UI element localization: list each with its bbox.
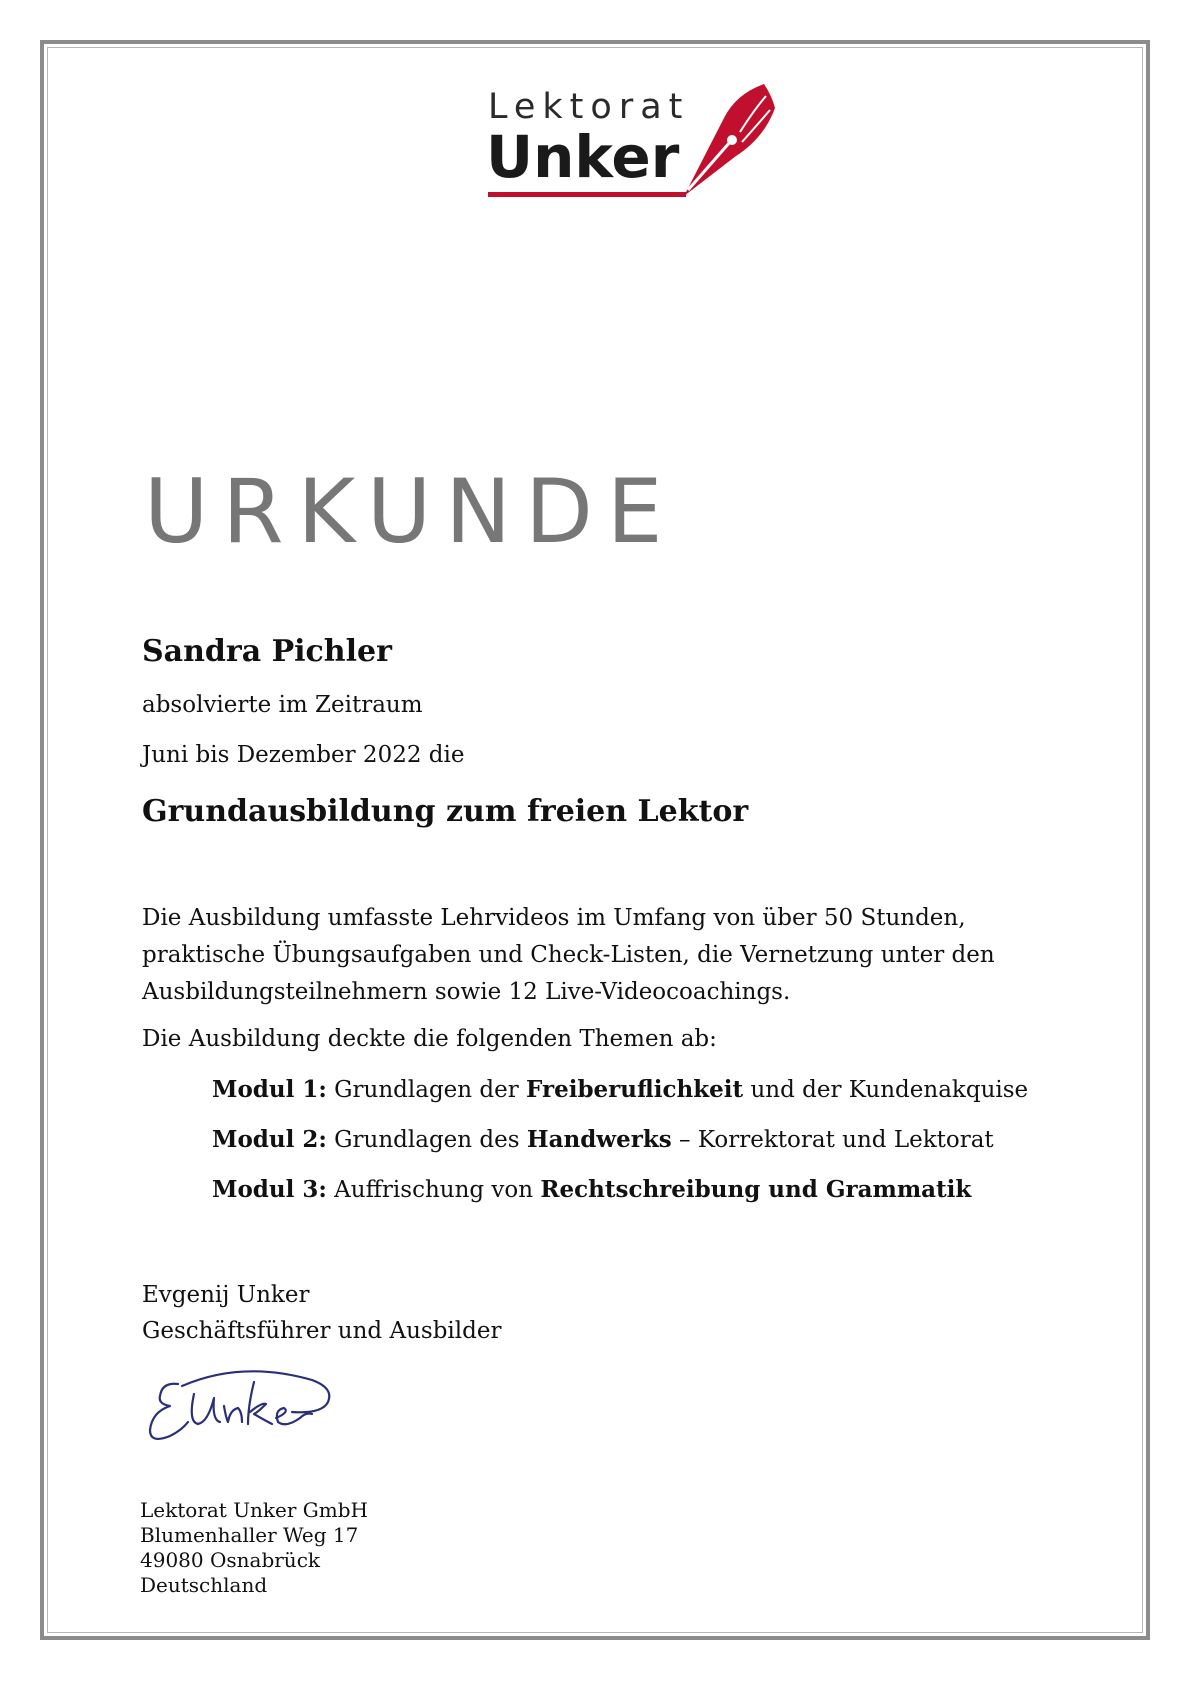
handwritten-signature (142, 1362, 342, 1452)
period-intro: absolvierte im Zeitraum (142, 692, 423, 718)
topics-intro: Die Ausbildung deckte die folgenden Themen ab: (142, 1026, 717, 1052)
fountain-pen-nib-icon (678, 84, 778, 199)
module-label: Modul 3: (212, 1176, 327, 1203)
module-pre: Grundlagen des (334, 1127, 520, 1153)
period-text: Juni bis Dezember 2022 die (142, 742, 465, 768)
module-item (212, 1176, 971, 1205)
address-city: 49080 Osnabrück (140, 1548, 321, 1572)
signatory-role: Geschäftsführer und Ausbilder (142, 1318, 502, 1344)
address-country: Deutschland (140, 1573, 268, 1597)
module-label: Modul 2: (212, 1126, 327, 1153)
recipient-name: Sandra Pichler (142, 634, 392, 669)
module-item (212, 1076, 1028, 1105)
address-company: Lektorat Unker GmbH (140, 1498, 368, 1522)
module-item (212, 1126, 994, 1155)
module-pre: Auffrischung von (334, 1177, 534, 1203)
company-logo (488, 88, 778, 200)
course-description: Die Ausbildung umfasste Lehrvideos im Umfang von über 50 Stunden, praktische Übungsaufgaben und Check-Listen, die Vernetzung unter den Ausbildungsteilnehmern sowie 12 Live-Videocoachings. (142, 905, 995, 1005)
certificate-title: URKUNDE (144, 460, 677, 563)
module-bold: Handwerks (526, 1126, 672, 1153)
logo-text-unker: Unker (486, 123, 680, 191)
module-post: und der Kundenakquise (750, 1077, 1029, 1103)
module-post: – Korrektorat und Lektorat (679, 1127, 994, 1153)
address-street: Blumenhaller Weg 17 (140, 1523, 359, 1547)
logo-text-lektorat: Lektorat (488, 87, 690, 127)
module-label: Modul 1: (212, 1076, 327, 1103)
signatory-name: Evgenij Unker (142, 1282, 310, 1308)
course-title: Grundausbildung zum freien Lektor (142, 794, 749, 829)
module-bold: Freiberuflichkeit (526, 1076, 744, 1103)
module-pre: Grundlagen der (334, 1077, 519, 1103)
logo-underline (488, 192, 686, 197)
module-bold: Rechtschreibung und Grammatik (540, 1176, 972, 1203)
